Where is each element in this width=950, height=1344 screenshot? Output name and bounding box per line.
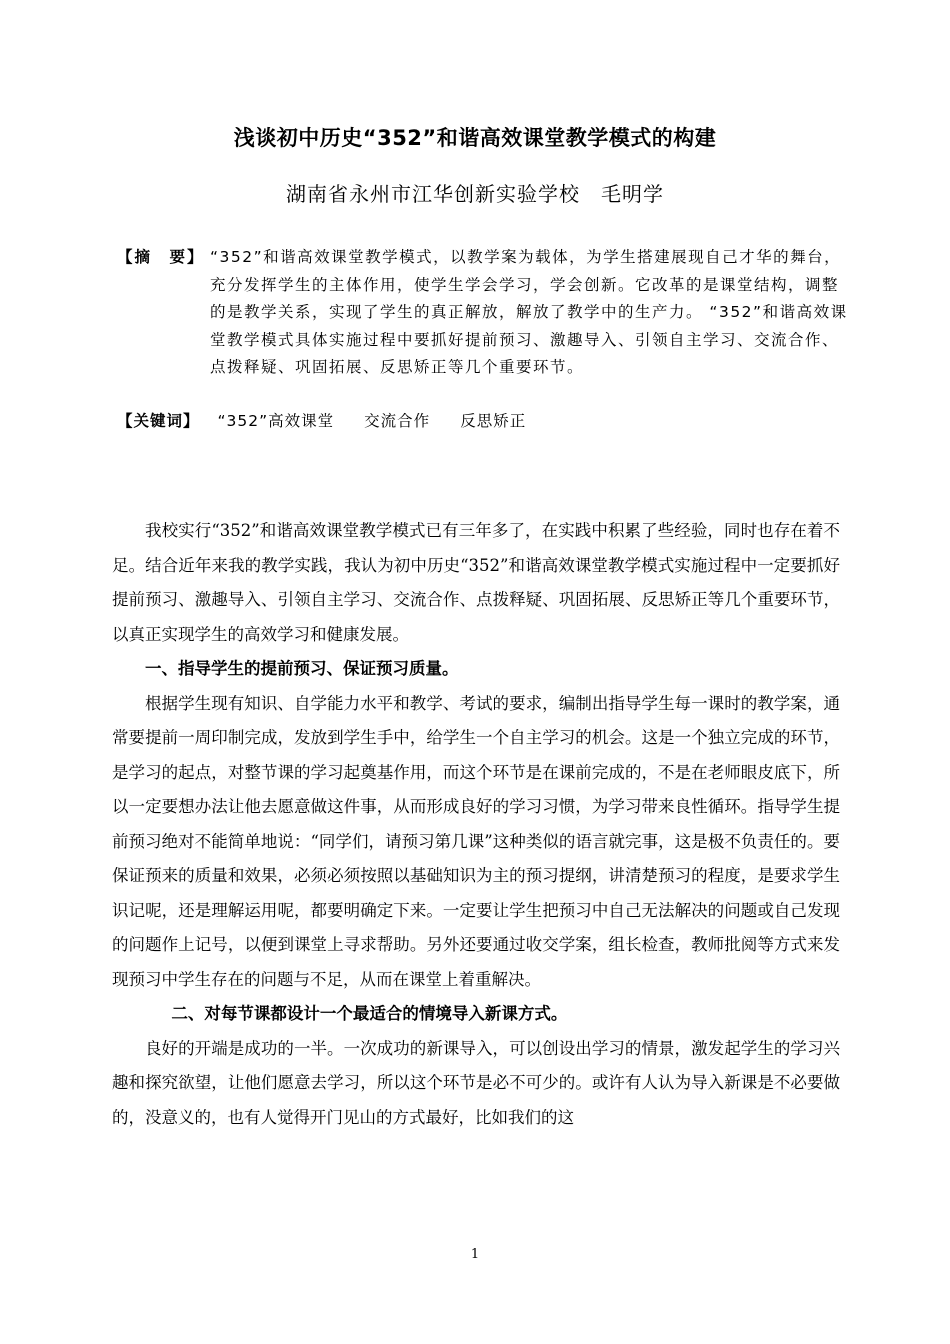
abstract-block [117,244,852,382]
section-2-paragraph: 良好的开端是成功的一半。一次成功的新课导入，可以创设出学习的情景，激发起学生的学习兴趣和探究欲望，让他们愿意去学习，所以这个环节是必不可少的。或许有人认为导入新课是不必要做的，没意义的，也有人觉得开门见山的方式最好，比如我们的这 [112,1038,840,1127]
intro-paragraph: 我校实行“352”和谐高效课堂教学模式已有三年多了，在实践中积累了些经验，同时也存在着不足。结合近年来我的教学实践，我认为初中历史“352”和谐高效课堂教学模式实施过程中一定要抓好提前预习、激趣导入、引领自主学习、交流合作、点拨释疑、巩固拓展、反思矫正等几个重要环节，以真正实现学生的高效学习和健康发展。 [112,521,840,644]
keyword-item: 反思矫正 [460,412,527,430]
section-1-paragraph: 根据学生现有知识、自学能力水平和教学、考试的要求，编制出指导学生每一课时的教学案，通常要提前一周印制完成，发放到学生手中，给学生一个自主学习的机会。这是一个独立完成的环节，是学习的起点，对整节课的学习起奠基作用，而这个环节是在课前完成的，不是在老师眼皮底下，所以一定要想办法让他去愿意做这件事，从而形成良好的学习习惯，为学习带来良性循环。指导学生提前预习绝对不能简单地说：“同学们，请预习第几课”这种类似的语言就完事，这是极不负责任的。要保证预来的质量和效果，必须必须按照以基础知识为主的预习提纲，讲清楚预习的程度，是要求学生识记呢，还是理解运用呢，都要明确定下来。一定要让学生把预习中自己无法解决的问题或自己发现的问题作上记号，以便到课堂上寻求帮助。另外还要通过收交学案，组长检查，教师批阅等方式来发现预习中学生存在的问题与不足，从而在课堂上着重解决。 [112,693,840,989]
abstract-label: 【摘 要】 [117,248,205,266]
page-number: 1 [470,1247,480,1262]
author-line: 湖南省永州市江华创新实验学校 毛明学 [286,182,664,206]
keyword-item: “352”高效课堂 [217,412,335,430]
abstract-text: “352”和谐高效课堂教学模式，以教学案为载体，为学生搭建展现自己才华的舞台，充分发挥学生的主体作用，使学生学会学习，学会创新。它改革的是课堂结构，调整的是教学关系，实现了学生的真正解放，解放了教学中的生产力。 “352”和谐高效课堂教学模式具体实施过程中要抓好提前预习、激趣导入、引领自主学习、交流合作、点拨释疑、巩固拓展、反思矫正等几个重要环节。 [210,248,848,377]
keyword-item: 交流合作 [364,412,431,430]
document-title: 浅谈初中历史“352”和谐高效课堂教学模式的构建 [233,126,717,150]
keywords-label: 【关键词】 [117,412,200,430]
section-heading-2: 二、对每节课都设计一个最适合的情境导入新课方式。 [171,1004,568,1023]
section-heading-1: 一、指导学生的提前预习、保证预习质量。 [145,659,459,678]
keywords-block [117,409,852,431]
document-body [112,514,840,1135]
